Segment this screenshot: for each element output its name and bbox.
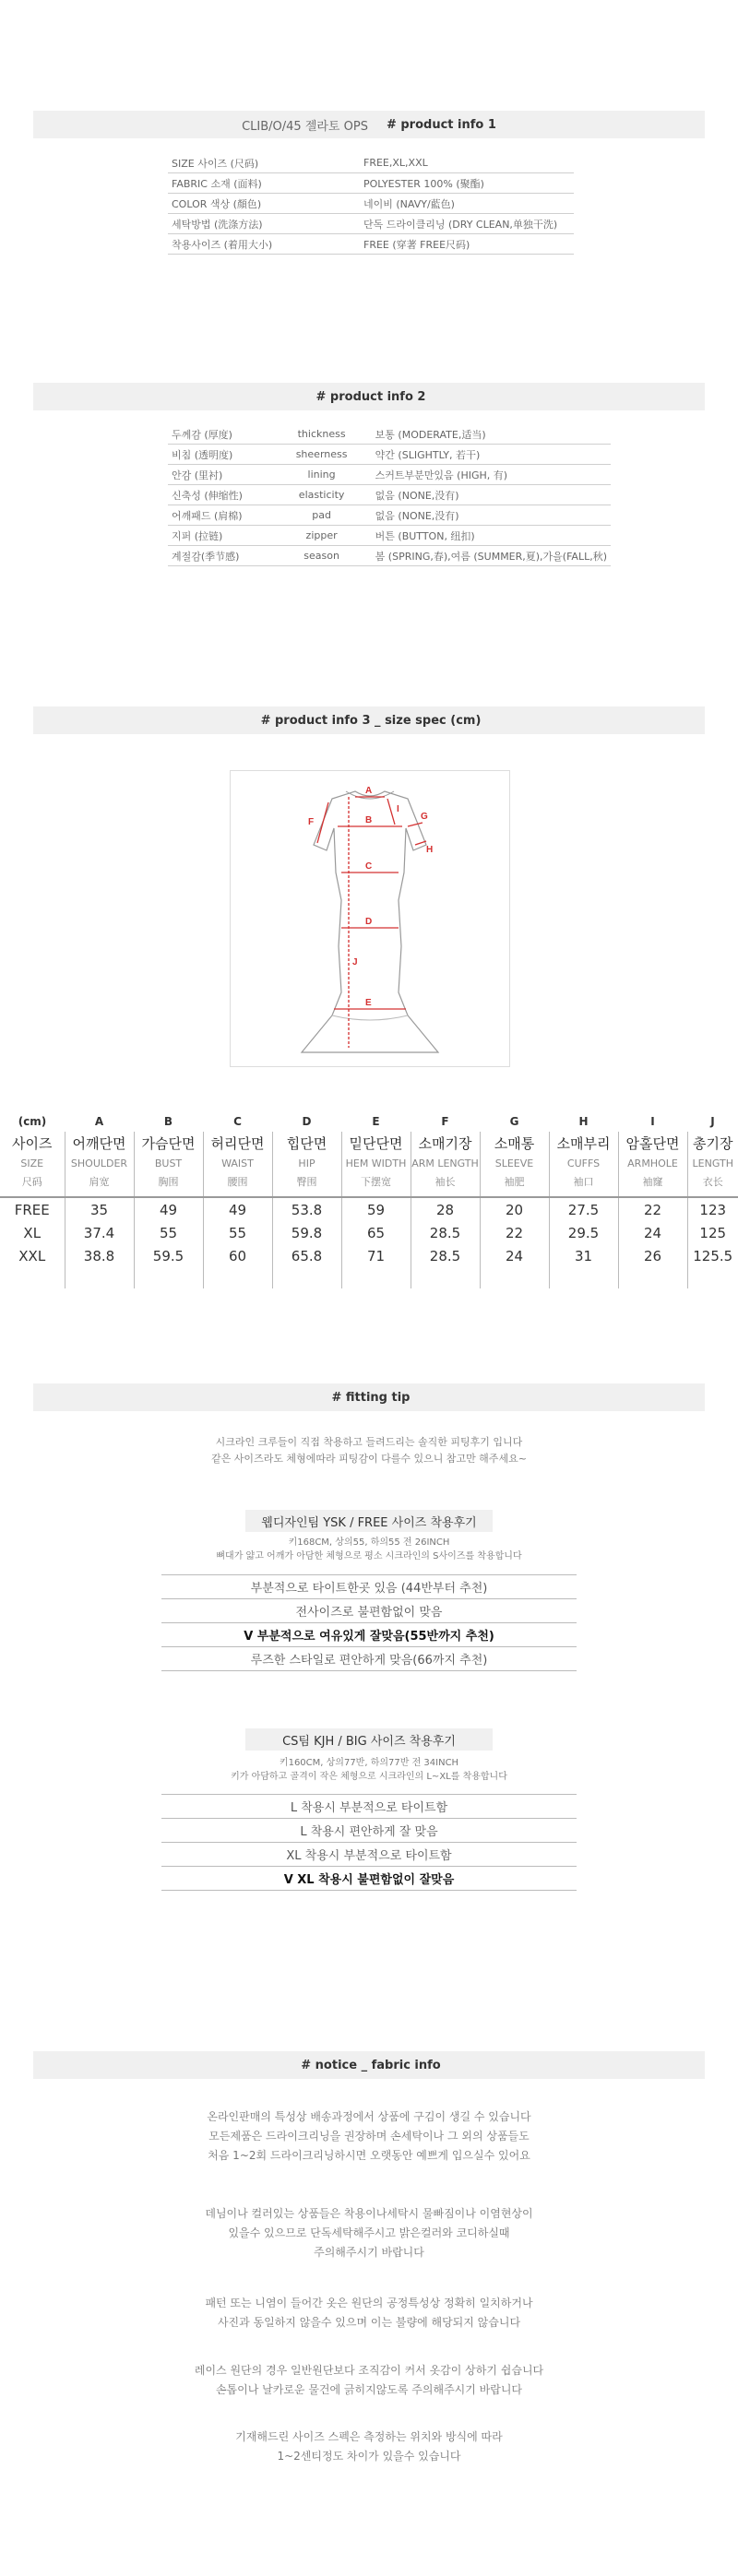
info-row [168,153,574,173]
product-info-2-table [168,424,611,566]
size-spec-table [0,1111,738,1288]
en-header-row [0,1154,738,1172]
fit-option-selected: V XL 착용시 불편함없이 잘맞음 [161,1867,577,1891]
header-cell: 힙단면 [272,1132,341,1154]
kr-header-row [0,1132,738,1154]
label-i: I [397,804,399,814]
info-label: SIZE 사이즈 (尺码) [168,153,360,173]
info-row [168,214,574,234]
info-row [168,445,611,465]
intro-line: 시크라인 크루들이 직접 착용하고 들려드리는 솔직한 피팅후기 입니다 [215,1436,523,1448]
value-cell: 29.5 [549,1221,618,1244]
header-cell: CUFFS [549,1154,618,1172]
header-cell: SIZE [20,1157,44,1169]
header-cell: ARM LENGTH [411,1154,480,1172]
dress-illustration [231,771,509,1066]
info-value: 네이비 (NAVY/藍色) [360,194,574,214]
value-cell: 28 [411,1197,480,1221]
info-row [168,505,611,526]
label-h: H [426,845,434,855]
info-en: zipper [272,526,372,546]
col-letter: A [94,1115,104,1128]
info-en: lining [272,465,372,485]
info-label: 어깨패드 (肩棉) [168,505,272,526]
info-label: 안감 (里衬) [168,465,272,485]
size-cell: XL [23,1224,42,1241]
fitting-tip-header [33,1383,705,1411]
label-b: B [365,815,373,825]
table-row [0,1244,738,1267]
col-letter: G [509,1115,519,1128]
info-value: FREE,XL,XXL [360,153,574,173]
notice-paragraph [0,2294,738,2333]
header-cell: 袖口 [549,1172,618,1191]
unit-label: (cm) [18,1115,47,1128]
product-info-3-header [33,706,705,734]
value-cell: 37.4 [65,1221,134,1244]
header-cell: SHOULDER [65,1154,134,1172]
header-cell: 총기장 [687,1132,738,1154]
info-value: 없음 (NONE,没有) [372,505,611,526]
notice-line: 처음 1~2회 드라이크리닝하시면 오랫동안 예쁘게 입으실수 있어요 [208,2149,530,2162]
label-a: A [365,786,373,796]
value-cell: 20 [480,1197,549,1221]
info-row [168,526,611,546]
letter-row [0,1111,738,1132]
label-e: E [365,998,372,1008]
label-j: J [352,957,358,967]
product-info-1-header [33,111,705,138]
fit-option: 부분적으로 타이트한곳 있음 (44반부터 추천) [161,1574,577,1599]
value-cell: 24 [480,1244,549,1267]
header-cell: 허리단면 [203,1132,272,1154]
header-cell: 사이즈 [12,1134,53,1152]
desc-line: 뼈대가 얇고 어깨가 아담한 체형으로 평소 시크라인의 S사이즈를 착용합니다 [216,1551,522,1561]
notice-line: 기재해드린 사이즈 스펙은 측정하는 위치와 방식에 따라 [235,2430,503,2443]
notice-paragraph [0,2204,738,2262]
section-title: # fitting tip [331,1390,411,1405]
header-cell: 臀围 [272,1172,341,1191]
value-cell: 28.5 [411,1221,480,1244]
fit-option: 전사이즈로 불편함없이 맞음 [161,1599,577,1623]
value-cell: 125.5 [687,1244,738,1267]
size-cell: FREE [14,1201,50,1218]
info-label: FABRIC 소재 (面料) [168,173,360,194]
info-row [168,424,611,445]
header-cell: 袖长 [411,1172,480,1191]
info-en: elasticity [272,485,372,505]
value-cell: 31 [549,1244,618,1267]
value-cell: 55 [203,1221,272,1244]
info-label: 착용사이즈 (着用大小) [168,234,360,255]
value-cell: 49 [203,1197,272,1221]
section-title: # product info 1 [386,117,496,132]
notice-line: 손톱이나 날카로운 물건에 긁히지않도록 주의해주시기 바랍니다 [215,2383,523,2396]
value-cell: 35 [65,1197,134,1221]
value-cell: 65 [341,1221,411,1244]
info-en: thickness [272,424,372,445]
notice-line: 주의해주시기 바랍니다 [314,2246,424,2259]
header-cell: SLEEVE [480,1154,549,1172]
notice-line: 모든제품은 드라이크리닝을 권장하며 손세탁이나 그 외의 상품들도 [208,2130,530,2143]
label-c: C [365,861,373,872]
value-cell: 71 [341,1244,411,1267]
info-label: 지퍼 (拉链) [168,526,272,546]
table-row [0,1221,738,1244]
info-en: pad [272,505,372,526]
notice-line: 패턴 또는 니염이 들어간 옷은 원단의 공정특성상 정확히 일치하거나 [205,2297,533,2309]
info-row [168,173,574,194]
value-cell: 22 [480,1221,549,1244]
intro-line: 같은 사이즈라도 체형에따라 피팅감이 다를수 있으니 참고만 해주세요~ [211,1453,527,1465]
header-cell: 袖肥 [480,1172,549,1191]
model1-label: 웹디자인팀 YSK / FREE 사이즈 착용후기 [245,1510,493,1532]
value-cell: 125 [687,1221,738,1244]
value-cell: 65.8 [272,1244,341,1267]
info-en: season [272,546,372,566]
info-label: 비침 (透明度) [168,445,272,465]
header-cell: BUST [134,1154,203,1172]
info-value: 보통 (MODERATE,适当) [372,424,611,445]
value-cell: 28.5 [411,1244,480,1267]
cn-header-row [0,1172,738,1191]
product-name: CLIB/O/45 젤라토 OPS [242,119,368,134]
value-cell: 53.8 [272,1197,341,1221]
fit-option-selected: V 부분적으로 여유있게 잘맞음(55반까지 추천) [161,1623,577,1647]
header-cell: 소매부리 [549,1132,618,1154]
info-value: 버튼 (BUTTON, 纽扣) [372,526,611,546]
model2-desc [0,1756,738,1784]
value-cell: 59 [341,1197,411,1221]
header-separator [0,1191,738,1197]
notice-line: 1~2센티정도 차이가 있을수 있습니다 [277,2450,461,2463]
info-row [168,546,611,566]
col-letter: C [233,1115,242,1128]
header-cell: 尺码 [21,1176,42,1188]
info-value: FREE (穿著 FREE尺码) [360,234,574,255]
section-title: # product info 3 _ size spec (cm) [260,713,482,728]
size-cell: XXL [18,1247,46,1264]
header-cell: WAIST [203,1154,272,1172]
info-label: 두께감 (厚度) [168,424,272,445]
value-cell: 26 [618,1244,687,1267]
notice-line: 데님이나 컬러있는 상품들은 착용이나세탁시 물빠짐이나 이염현상이 [205,2207,533,2220]
notice-line: 온라인판매의 특성상 배송과정에서 상품에 구김이 생길 수 있습니다 [207,2110,531,2123]
header-cell: ARMHOLE [618,1154,687,1172]
header-cell: 암홀단면 [618,1132,687,1154]
header-cell: 腰围 [203,1172,272,1191]
header-cell: 袖窿 [618,1172,687,1191]
col-letter: H [578,1115,589,1128]
col-letter: J [710,1115,715,1128]
value-cell: 22 [618,1197,687,1221]
info-en: sheerness [272,445,372,465]
size-diagram [230,770,510,1067]
label-d: D [365,917,373,927]
value-cell: 55 [134,1221,203,1244]
col-letter: D [302,1115,312,1128]
fit-option: XL 착용시 부분적으로 타이트함 [161,1843,577,1867]
header-cell: 衣长 [687,1172,738,1191]
header-cell: 胸围 [134,1172,203,1191]
header-cell: 밑단단면 [341,1132,411,1154]
value-cell: 49 [134,1197,203,1221]
info-label: COLOR 색상 (顏色) [168,194,360,214]
info-row [168,465,611,485]
info-value: POLYESTER 100% (聚酯) [360,173,574,194]
model1-fit-list [161,1574,577,1671]
notice-paragraph [0,2428,738,2466]
model2-label: CS팀 KJH / BIG 사이즈 착용후기 [245,1728,493,1751]
info-value: 스커트부분만있음 (HIGH, 有) [372,465,611,485]
notice-paragraph [0,2361,738,2400]
model1-desc [0,1536,738,1563]
info-row [168,234,574,255]
label-f: F [308,817,315,827]
notice-line: 사진과 동일하지 않을수 있으며 이는 불량에 해당되지 않습니다 [217,2316,521,2329]
notice-paragraph [0,2107,738,2166]
fit-option: 루즈한 스타일로 편안하게 맞음(66까지 추천) [161,1647,577,1671]
fit-option: L 착용시 편안하게 잘 맞음 [161,1819,577,1843]
info-row [168,194,574,214]
section-title: # product info 2 [315,389,426,404]
value-cell: 38.8 [65,1244,134,1267]
value-cell: 24 [618,1221,687,1244]
info-row [168,485,611,505]
header-cell: 어깨단면 [65,1132,134,1154]
info-value: 약간 (SLIGHTLY, 若干) [372,445,611,465]
header-cell: 가슴단면 [134,1132,203,1154]
value-cell: 27.5 [549,1197,618,1221]
header-cell: HIP [272,1154,341,1172]
product-info-2-header [33,383,705,410]
col-letter: E [372,1115,380,1128]
desc-line: 키가 아담하고 골격이 작은 체형으로 시크라인의 L~XL를 착용합니다 [231,1772,507,1782]
desc-line: 키168CM, 상의55, 하의55 전 26INCH [288,1537,450,1548]
header-cell: 소매통 [480,1132,549,1154]
info-value: 단독 드라이클리닝 (DRY CLEAN,单独干洗) [360,214,574,234]
notice-line: 레이스 원단의 경우 일반원단보다 조직감이 커서 옷감이 상하기 쉽습니다 [194,2364,544,2377]
value-cell: 123 [687,1197,738,1221]
desc-line: 키160CM, 상의77반, 하의77반 전 34INCH [279,1758,459,1768]
col-letter: B [163,1115,173,1128]
info-label: 세탁방법 (洗涤方法) [168,214,360,234]
section-title: # notice _ fabric info [301,2058,441,2072]
header-cell: HEM WIDTH [341,1154,411,1172]
header-cell: 肩宽 [65,1172,134,1191]
fitting-intro [0,1434,738,1467]
notice-header [33,2051,705,2079]
notice-line: 있을수 있으므로 단독세탁해주시고 밝은컬러와 코디하실때 [228,2226,510,2239]
label-g: G [421,812,428,822]
info-value: 봄 (SPRING,春),여름 (SUMMER,夏),가을(FALL,秋) [372,546,611,566]
model2-fit-list [161,1794,577,1891]
value-cell: 60 [203,1244,272,1267]
value-cell: 59.5 [134,1244,203,1267]
col-letter: I [650,1115,655,1128]
table-tail [0,1267,738,1288]
header-cell: 소매기장 [411,1132,480,1154]
info-label: 계절감(季节感) [168,546,272,566]
header-cell: 下摆宽 [341,1172,411,1191]
table-row [0,1197,738,1221]
info-value: 없음 (NONE,没有) [372,485,611,505]
info-label: 신축성 (伸缩性) [168,485,272,505]
header-cell: LENGTH [687,1154,738,1172]
product-info-1-table [168,153,574,255]
col-letter: F [441,1115,449,1128]
fit-option: L 착용시 부분적으로 타이트함 [161,1794,577,1819]
value-cell: 59.8 [272,1221,341,1244]
